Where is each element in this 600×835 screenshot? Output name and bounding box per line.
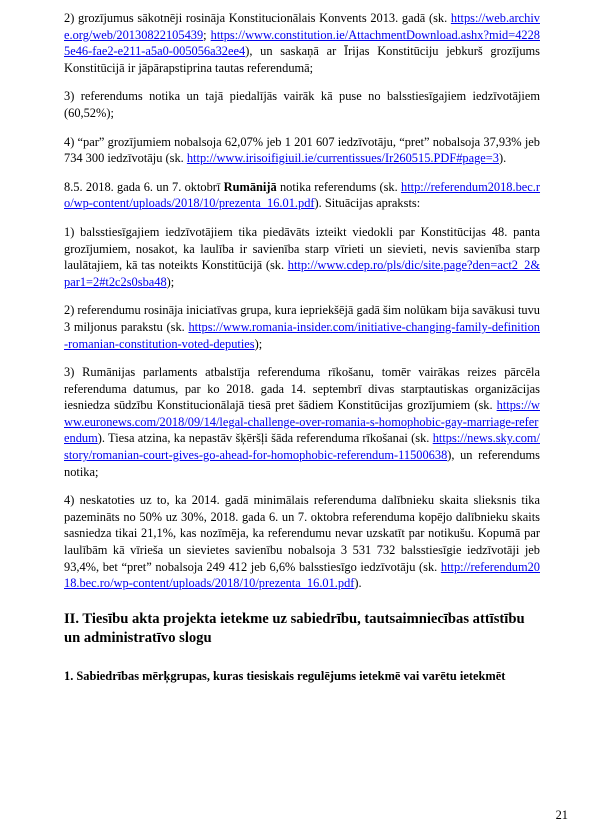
romania-point-2 [64,302,540,352]
text-run: 3) referendums notika un tajā piedalījās vairāk kā puse no balsstiesīgajiem iedzīvotājiem (60,52%); [64,89,540,120]
hyperlink[interactable]: https://news.sky.com/story/romanian-court-gives-go-ahead-for-homophobic-referendum-11500638 [64,431,540,463]
text-run: ; [203,27,211,42]
text-run: 2) referendumu rosināja iniciatīvas grupa, kura iepriekšējā gadā šim nolūkam bija savākusi tuvu 3 miljonus parakstu (sk. [64,303,540,334]
ireland-point-3 [64,88,540,121]
hyperlink[interactable]: http://www.cdep.ro/pls/dic/site.page?den=act2_2&par1=2#t2c2s0sba48 [64,258,540,289]
text-run: ), un referendums notika; [64,448,540,479]
text-run: 4) “par” grozījumiem nobalsoja 62,07% jeb 1 201 607 iedzīvotāju, “pret” nobalsoja 37,93% jeb 734 300 iedzīvotāju (sk. [64,134,540,166]
page-number: 21 [555,808,568,822]
hyperlink[interactable]: https://web.archive.org/web/20130822105439 [64,11,540,42]
bold-text: Rumānijā [223,179,277,194]
text-run: 8.5. 2018. gada 6. un 7. oktobrī [64,179,224,194]
ireland-point-2 [64,10,540,76]
romania-point-4 [64,492,540,592]
text-run: II. Tiesību akta projekta ietekme uz sabiedrību, tautsaimniecības attīstību un administratīvo slogu [64,610,525,646]
hyperlink[interactable]: https://www.constitution.ie/AttachmentDownload.ashx?mid=42285e46-fae2-e211-a5a0-005056a32ee4 [64,27,540,59]
text-run: notika referendums (sk. [276,179,401,194]
hyperlink[interactable]: http://referendum2018.bec.ro/wp-content/uploads/2018/10/prezenta_16.01.pdf [64,179,541,211]
text-run: 1. Sabiedrības mērķgrupas, kuras tiesiskais regulējums ietekmē vai varētu ietekmēt [64,668,506,683]
text-run: ). Tiesa atzina, ka nepastāv šķēršļi šāda referenduma rīkošanai (sk. [97,431,433,446]
text-run: ), un saskaņā ar Īrijas Konstitūciju jebkurš grozījums Konstitūcijā ir jāpārapstiprina tautas referendumā; [64,44,540,75]
ireland-point-4 [64,134,540,167]
romania-intro-8-5 [64,179,540,212]
romania-point-3 [64,364,540,480]
romania-point-1 [64,224,540,290]
text-run: ). [354,576,362,591]
text-run: ); [254,336,263,351]
text-run: 1) balsstiesīgajiem iedzīvotājiem tika piedāvāts izteikt viedokli par Konstitūcijas 48. panta grozījumiem, nosakot, ka laulība ir savienība starp vīrieti un sievieti, nevis savienība starp laulātajiem, kā tas noteikts Konstitūcijā (sk. [64,224,540,273]
text-run: 2) grozījumus sākotnēji rosināja Konstitucionālais Konvents 2013. gadā (sk. [64,11,451,25]
section-ii-heading [64,610,540,648]
document-body [64,10,540,684]
text-run: 3) Rumānijas parlaments atbalstīja referenduma rīkošanu, tomēr vairākas reizes pārcēla referenduma datumus, par ko 2018. gada 14. septembrī divas starptautiskas organizācijas iesniedza sūdzību Konstitucionālajā tiesā pret šādiem Konstitūcijas grozījumiem (sk. [64,365,540,413]
hyperlink[interactable]: https://www.euronews.com/2018/09/14/legal-challenge-over-romania-s-homophobic-gay-marriage-referendum [64,398,540,446]
text-run: ). [499,151,507,166]
hyperlink[interactable]: http://referendum2018.bec.ro/wp-content/uploads/2018/10/prezenta_16.01.pdf [64,559,540,591]
hyperlink[interactable]: https://www.romania-insider.com/initiative-changing-family-definition-romanian-constitution-voted-deputies [64,319,540,351]
text-run: ); [166,274,175,289]
hyperlink[interactable]: http://www.irisoifigiuil.ie/currentissues/Ir260515.PDF#page=3 [186,151,499,166]
text-run: ). Situācijas apraksts: [314,196,421,211]
text-run: 4) neskatoties uz to, ka 2014. gadā minimālais referenduma dalībnieku skaita slieksnis tika pazemināts no 50% uz 30%, 2018. gada 6. un 7. oktobra referenduma kopējo dalībnieku skaits sasniedza tikai 21,1%, kas nozīmēja, ka referendumu nevar uzskatīt par notikušu. Kopumā par laulībām kā vīrieša un sievietes savienību nobalsoja 3 531 732 balsstiesīgie iedzīvotāji jeb 93,4%, bet “pret” nobalsoja 249 412 jeb 6,6% balsstiesīgo iedzīvotāju (sk. [64,493,540,574]
section-ii-subheading-1 [64,668,540,685]
